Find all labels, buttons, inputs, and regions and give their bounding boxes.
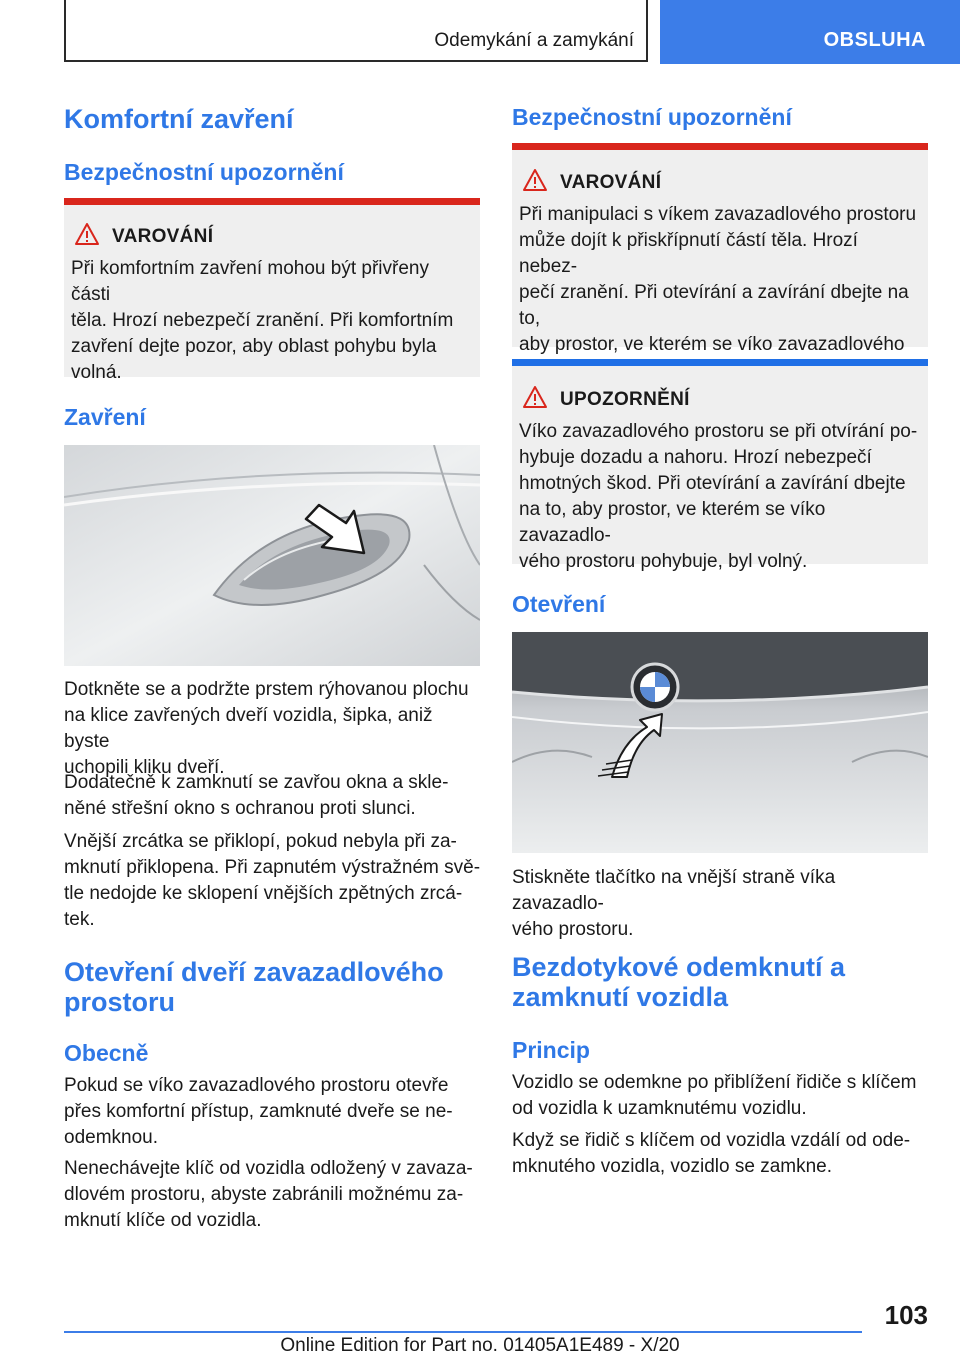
heading-otevreni-dveri-line: prostoru	[64, 987, 175, 1017]
paragraph-line: vého prostoru.	[512, 919, 634, 940]
heading-bezdotykove-line: Bezdotykové odemknutí a	[512, 952, 846, 982]
notice-triangle-icon	[522, 385, 548, 409]
paragraph-line: na klice zavřených dveří vozidla, šipka, aniž byste	[64, 705, 433, 752]
paragraph-line: mknutí přiklopena. Při zapnutém výstražném svě‐	[64, 857, 481, 878]
heading-otevreni: Otevření	[512, 591, 606, 617]
heading-bezdotykove-line: zamknutí vozidla	[512, 982, 729, 1012]
warning-bar	[64, 198, 480, 205]
paragraph-line: mknutí klíče od vozidla.	[64, 1210, 262, 1231]
warning-heading: VAROVÁNÍ	[560, 172, 662, 193]
heading-zavreni: Zavření	[64, 404, 146, 430]
warning-line: těla. Hrozí nebezpečí zranění. Při komfortním	[71, 310, 454, 331]
chapter-tab-label: OBSLUHA	[823, 29, 926, 51]
paragraph-line: přes komfortní přístup, zamknuté dveře se ne‐	[64, 1101, 453, 1122]
warning-bar	[512, 143, 928, 150]
warning-line: aby prostor, ve kterém se víko zavazadlového	[519, 334, 905, 355]
section-title: Odemykání a zamykání	[434, 30, 634, 51]
warning-triangle-icon	[522, 168, 548, 192]
paragraph-line: od vozidla k uzamknutému vozidlu.	[512, 1098, 807, 1119]
warning-line: Při manipulaci s víkem zavazadlového prostoru	[519, 204, 917, 225]
notice-heading: UPOZORNĚNÍ	[560, 389, 690, 410]
chapter-tab[interactable]	[660, 0, 960, 64]
heading-otevreni-dveri-line: Otevření dveří zavazadlového	[64, 957, 444, 987]
notice-box	[512, 359, 928, 572]
warning-line: zavření dejte pozor, aby oblast pohybu byla	[71, 336, 437, 357]
warning-line: může dojít k přiskřípnutí částí těla. Hrozí nebez‐	[519, 230, 858, 277]
paragraph-line: tek.	[64, 909, 95, 930]
paragraph-line: Pokud se víko zavazadlového prostoru otevře	[64, 1075, 449, 1096]
door-handle-image	[64, 445, 480, 666]
footer-divider	[64, 1331, 862, 1333]
paragraph-line: uchopili kliku dveří.	[64, 757, 225, 778]
paragraph-line: dlovém prostoru, abyste zabránili možnému za‐	[64, 1184, 464, 1205]
warning-box	[512, 143, 928, 355]
paragraph-line: Vnější zrcátka se přiklopí, pokud nebyla při za‐	[64, 831, 457, 852]
warning-heading: VAROVÁNÍ	[112, 226, 214, 247]
footer-edition: Online Edition for Part no. 01405A1E489 - X/20	[280, 1335, 680, 1356]
heading-princip: Princip	[512, 1037, 590, 1063]
notice-line: na to, aby prostor, ve kterém se víko zavazadlo‐	[519, 499, 826, 546]
heading-bezpecnostni-upozorneni: Bezpečnostní upozornění	[64, 159, 344, 185]
paragraph-line: tle nedojde ke sklopení vnějších zpětných zrcá‐	[64, 883, 463, 904]
paragraph-line: Když se řidič s klíčem od vozidla vzdálí od ode‐	[512, 1130, 911, 1151]
warning-line: volná.	[71, 362, 122, 383]
notice-line: hmotných škod. Při otevírání a zavírání dbejte	[519, 473, 906, 494]
notice-line: hybuje dozadu a nahoru. Hrozí nebezpečí	[519, 447, 872, 468]
page-number: 103	[884, 1300, 928, 1330]
heading-komfortni-zavreni: Komfortní zavření	[64, 104, 294, 134]
notice-bar	[512, 359, 928, 366]
header-frame	[64, 0, 648, 62]
paragraph-line: Dodatečně k zamknutí se zavřou okna a skle‐	[64, 772, 449, 793]
warning-line: Při komfortním zavření mohou být přivřeny části	[71, 258, 429, 305]
notice-line: Víko zavazadlového prostoru se při otvírání po‐	[519, 421, 918, 442]
trunk-button-image	[512, 632, 928, 853]
notice-line: vého prostoru pohybuje, byl volný.	[519, 551, 808, 572]
heading-obecne: Obecně	[64, 1040, 149, 1066]
paragraph-line: Nenechávejte klíč od vozidla odložený v zavaza‐	[64, 1158, 473, 1179]
heading-bezpecnostni-upozorneni-right: Bezpečnostní upozornění	[512, 104, 792, 130]
warning-box	[64, 198, 480, 383]
paragraph-line: něné střešní okno s ochranou proti slunci.	[64, 798, 416, 819]
paragraph-line: odemknou.	[64, 1127, 159, 1148]
paragraph-line: mknutého vozidla, vozidlo se zamkne.	[512, 1156, 832, 1177]
paragraph-line: Dotkněte se a podržte prstem rýhovanou plochu	[64, 679, 469, 700]
paragraph-line: Stiskněte tlačítko na vnější straně víka zavazadlo‐	[512, 867, 836, 914]
warning-line: pečí zranění. Při otevírání a zavírání dbejte na to,	[519, 282, 909, 329]
warning-triangle-icon	[74, 222, 100, 246]
paragraph-line: Vozidlo se odemkne po přiblížení řidiče s klíčem	[512, 1072, 917, 1093]
